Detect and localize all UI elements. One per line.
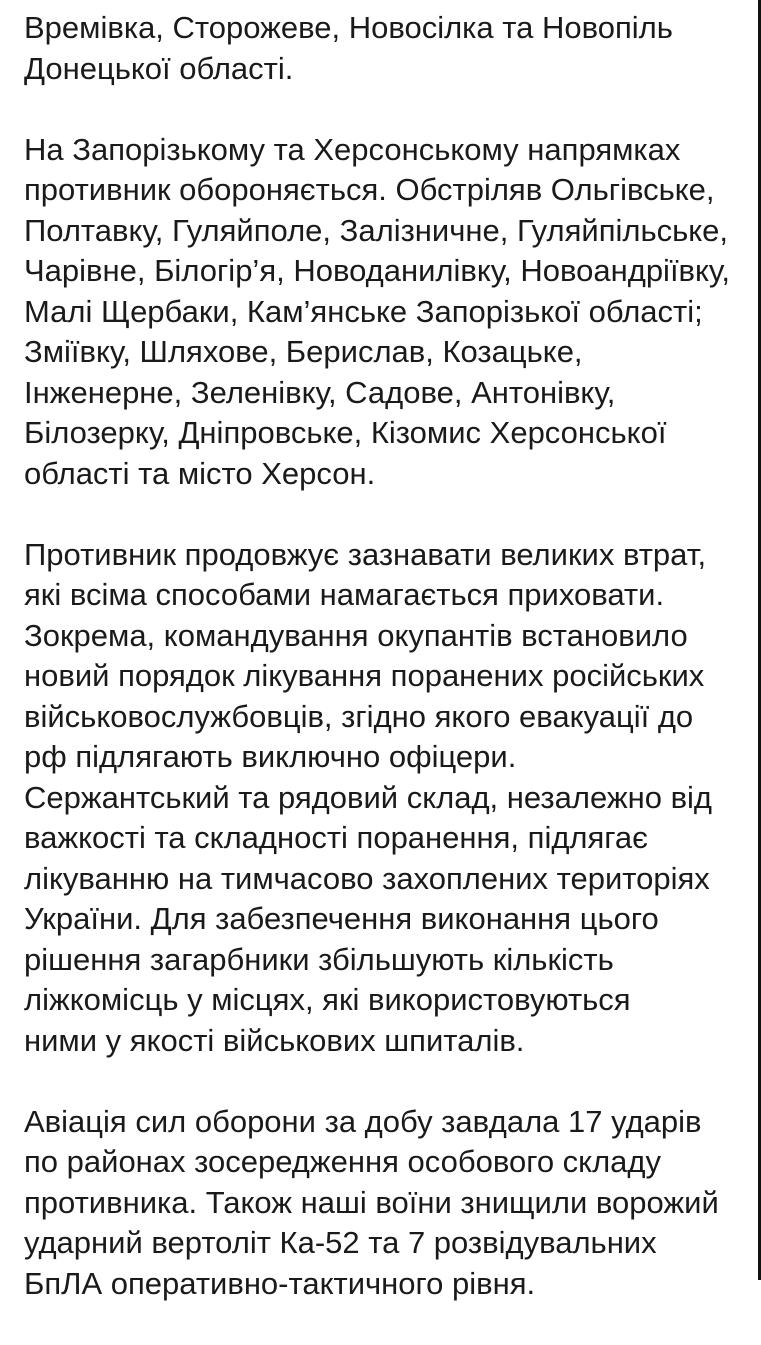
- text-line: ліжкомісць у місцях, які використовуються: [24, 982, 631, 1017]
- text-line: Полтавку, Гуляйполе, Залізничне, Гуляйпільське,: [24, 212, 729, 248]
- article-text: [24, 8, 744, 1345]
- text-line: військовослужбовців, згідно якого евакуації до: [24, 698, 694, 734]
- text-line: Авіація сил оборони за добу завдала 17 ударів: [24, 1103, 702, 1139]
- text-line: Малі Щербаки, Кам’янське Запорізької області;: [24, 293, 703, 329]
- text-line: рішення загарбники збільшують кількість: [24, 941, 614, 977]
- text-line: БпЛА оперативно-тактичного рівня.: [24, 1265, 536, 1301]
- text-line: Зміївку, Шляхове, Берислав, Козацьке,: [24, 334, 583, 369]
- text-line: Білозерку, Дніпровське, Кізомис Херсонської: [24, 415, 667, 450]
- text-line: противник обороняється. Обстріляв Ольгівське,: [24, 172, 715, 207]
- text-line: Зокрема, командування окупантів встановило: [24, 617, 688, 653]
- text-line: новий порядок лікування поранених російських: [24, 658, 705, 693]
- text-line: ударний вертоліт Ка-52 та 7 розвідувальних: [24, 1225, 657, 1260]
- text-line: противника. Також наші воїни знищили ворожий: [24, 1184, 719, 1220]
- paragraph-enemy-losses: [24, 535, 744, 1062]
- paragraph-donetsk-tail: [24, 8, 744, 89]
- text-line: ними у якості військових шпиталів.: [24, 1022, 525, 1058]
- text-line: Інженерне, Зеленівку, Садове, Антонівку,: [24, 374, 616, 410]
- paragraph-aviation-strikes: [24, 1102, 744, 1305]
- text-line: які всіма способами намагається приховати.: [24, 577, 665, 612]
- paragraph-zaporizhzhia-kherson: [24, 130, 744, 495]
- text-line: лікуванню на тимчасово захоплених територіях: [24, 860, 710, 896]
- text-line: по районах зосередження особового складу: [24, 1144, 661, 1179]
- text-line: Донецької області.: [24, 50, 294, 86]
- text-line: важкості та складності поранення, підлягає: [24, 820, 648, 855]
- text-line: Сержантський та рядовий склад, незалежно від: [24, 779, 713, 815]
- text-line: України. Для забезпечення виконання цього: [24, 901, 659, 936]
- text-line: Чарівне, Білогір’я, Новоданилівку, Новоандріївку,: [24, 253, 730, 288]
- text-line: Противник продовжує зазнавати великих втрат,: [24, 536, 707, 572]
- text-line: На Запорізькому та Херсонському напрямках: [24, 131, 681, 167]
- text-line: рф підлягають виключно офіцери.: [24, 739, 517, 774]
- text-line: області та місто Херсон.: [24, 455, 376, 491]
- text-line: Времівка, Сторожеве, Новосілка та Новопіль: [24, 10, 673, 45]
